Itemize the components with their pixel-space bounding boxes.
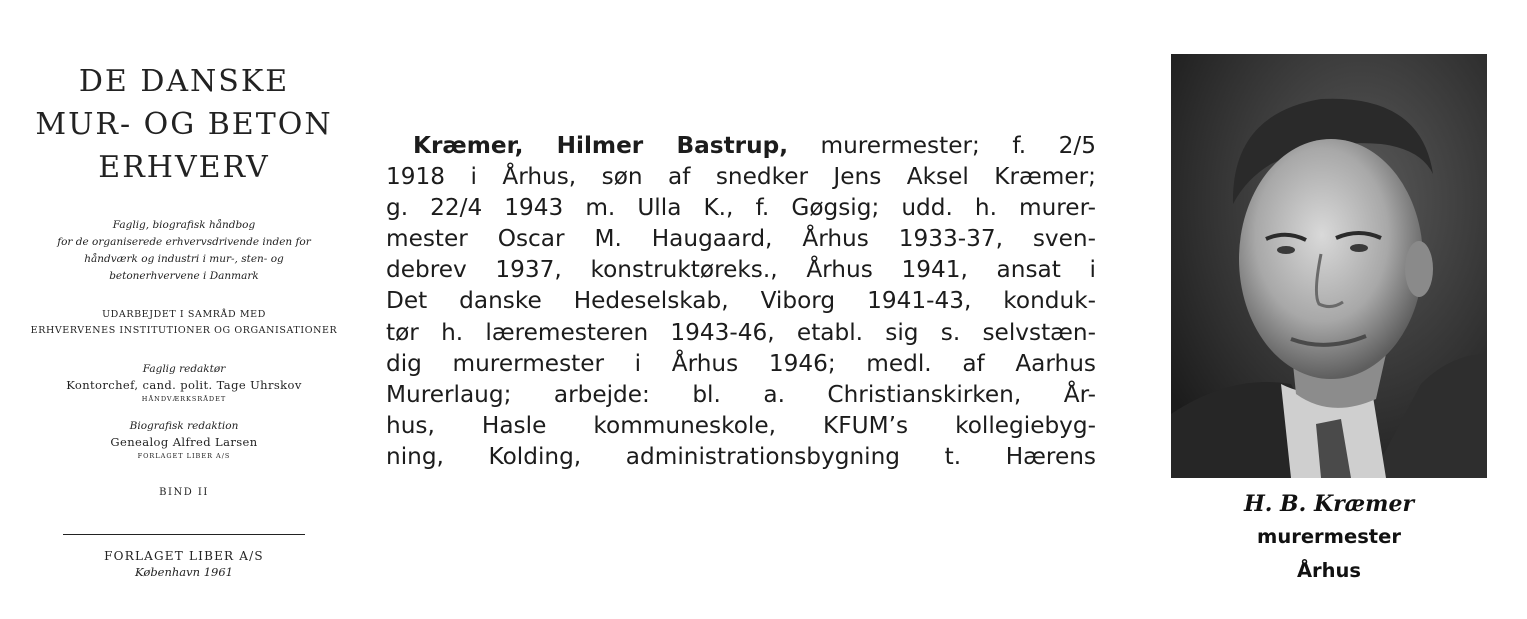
title-page (28, 60, 340, 579)
book-title-line: MUR- OG BETON (35, 107, 333, 142)
subtitle-line: betonerhvervene i Danmark (109, 270, 259, 282)
book-subtitle (28, 217, 340, 285)
portrait-caption (1171, 488, 1487, 588)
editor-role: Faglig redaktør (142, 363, 226, 375)
book-title-line: DE DANSKE (78, 64, 290, 99)
volume-label: BIND II (159, 487, 209, 498)
editor-name: Genealog Alfred Larsen (110, 435, 258, 449)
subtitle-line: Faglig, biografisk håndbog (112, 219, 256, 231)
publisher: FORLAGET LIBER A/S (104, 549, 264, 563)
portrait-photo (1171, 54, 1487, 478)
biography-name: Kræmer, Hilmer Bastrup, (413, 132, 788, 159)
editor-affiliation: FORLAGET LIBER A/S (137, 452, 231, 460)
subtitle-line: for de organiserede erhvervsdrivende inden for (57, 236, 311, 248)
biography-line: debrev 1937, konstruktøreks., Århus 1941, ansat i (386, 256, 1096, 284)
prepared-line: UDARBEJDET I SAMRÅD MED (102, 309, 266, 320)
biography-entry (386, 130, 1096, 472)
biography-line: Det danske Hedeselskab, Viborg 1941-43, konduk- (386, 287, 1096, 315)
prepared-line: ERHVERVENES INSTITUTIONER OG ORGANISATIONER (30, 325, 338, 336)
editor-name: Kontorchef, cand. polit. Tage Uhrskov (66, 378, 302, 392)
prepared-with (28, 307, 340, 339)
subtitle-line: håndværk og industri i mur-, sten- og (84, 253, 284, 265)
biography-line: 1918 i Århus, søn af snedker Jens Aksel Kræmer; (386, 163, 1096, 191)
biography-line (386, 130, 1096, 161)
portrait-city: Århus (1296, 559, 1362, 582)
portrait-image (1171, 54, 1487, 478)
book-title (28, 60, 340, 189)
portrait-name: H. B. Kræmer (1243, 491, 1415, 517)
biography-line: g. 22/4 1943 m. Ulla K., f. Gøgsig; udd. h. murer- (386, 194, 1096, 222)
biographical-editor (28, 418, 340, 461)
technical-editor (28, 361, 340, 404)
portrait-occupation: murermester (1257, 525, 1401, 548)
biography-text: murermester; f. 2/5 (788, 132, 1096, 159)
biography-line: dig murermester i Århus 1946; medl. af Aarhus (386, 349, 1096, 377)
biography-line: ning, Kolding, administrationsbygning t. Hærens (386, 442, 1096, 470)
editor-role: Biografisk redaktion (129, 420, 239, 432)
biography-line: hus, Hasle kommuneskole, KFUM’s kollegiebyg- (386, 411, 1096, 439)
biography-line: mester Oscar M. Haugaard, Århus 1933-37, sven- (386, 225, 1096, 253)
place-year: København 1961 (135, 565, 233, 579)
biography-line: tør h. læremesteren 1943-46, etabl. sig s. selvstæn- (386, 318, 1096, 346)
book-title-line: ERHVERV (98, 150, 270, 185)
divider (63, 534, 305, 535)
editor-affiliation: HÅNDVÆRKSRÅDET (141, 395, 227, 403)
biography-line: Murerlaug; arbejde: bl. a. Christianskirken, År- (386, 380, 1096, 408)
